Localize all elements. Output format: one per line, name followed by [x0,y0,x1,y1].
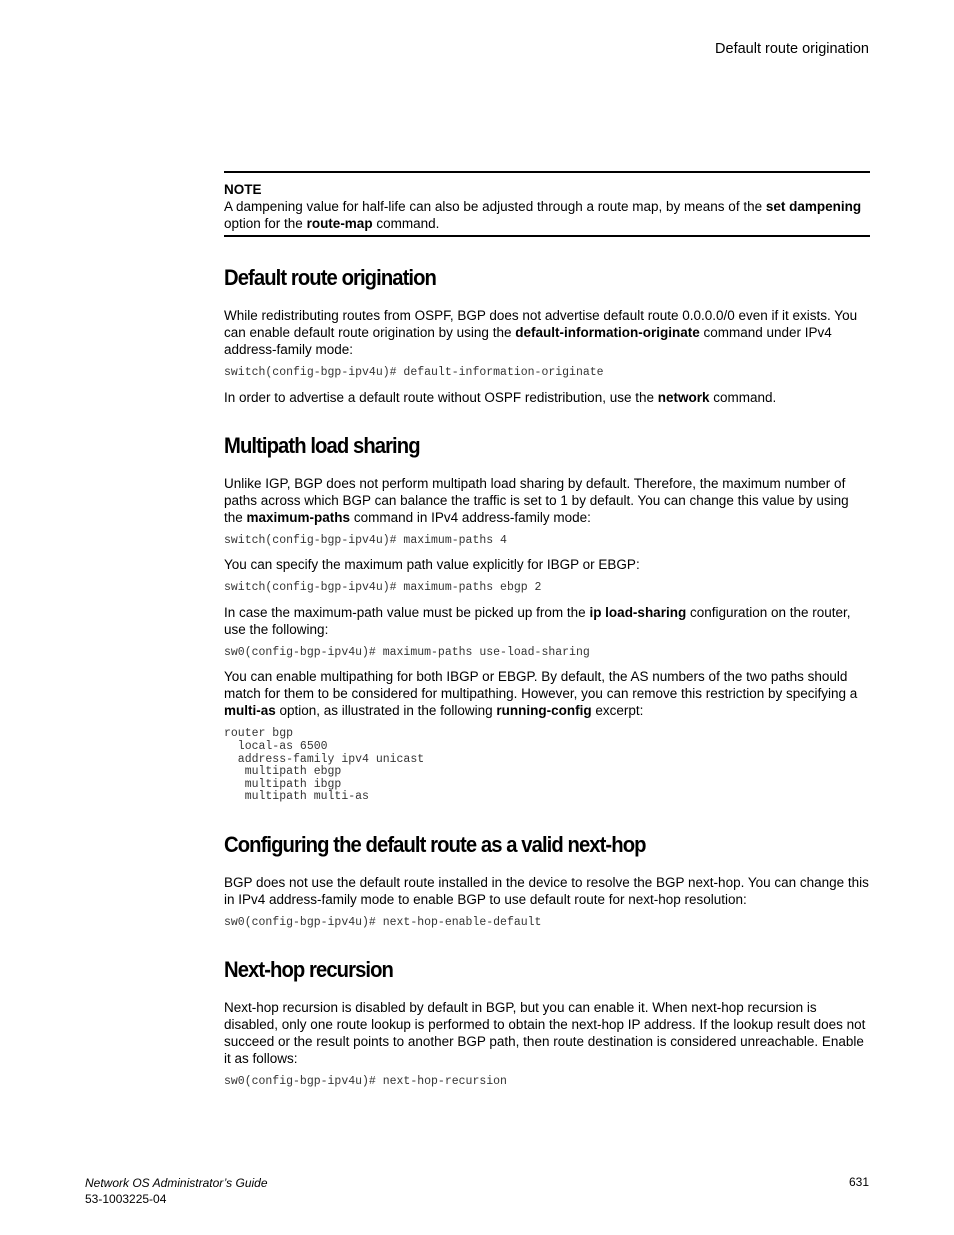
footer-doc-title: Network OS Administrator’s Guide [85,1176,268,1190]
section-heading: Multipath load sharing [224,432,420,458]
paragraph: You can enable multipathing for both IBGP or EBGP. By default, the AS numbers of the two paths should match for them to be considered for multipathing. However, you can remove this restriction by specifying a multi-as option, as illustrated in the following running-config excerpt: [224,669,858,719]
section-heading: Configuring the default route as a valid next-hop [224,831,646,857]
section-default-route-next-hop [224,832,870,930]
paragraph: Next-hop recursion is disabled by default in BGP, but you can enable it. When next-hop recursion is disabled, only one route lookup is performed to obtain the next-hop IP address. If the lookup result does not succeed or the result points to another BGP path, then route destination is considered unreachable. Enable it as follows: [224,999,866,1066]
page-number: 631 [848,1175,869,1189]
running-header: Default route origination [715,41,869,57]
paragraph: In order to advertise a default route without OSPF redistribution, use the network command. [224,389,777,405]
section-next-hop-recursion [224,957,870,1089]
footer-doc-info [85,1175,268,1207]
note-text: A dampening value for half-life can also be adjusted through a route map, by means of the set dampening option for the route-map command. [224,199,862,231]
code-block: sw0(config-bgp-ipv4u)# maximum-paths use-load-sharing [224,645,590,659]
paragraph: While redistributing routes from OSPF, BGP does not advertise default route 0.0.0.0/0 even if it exists. You can enable default route origination by using the default-information-originate command under IPv4 address-family mode: [224,308,858,357]
footer-doc-number: 53-1003225-04 [85,1192,167,1206]
section-multipath-load-sharing [224,433,870,804]
note-label: NOTE [224,182,262,197]
code-block: sw0(config-bgp-ipv4u)# next-hop-enable-default [224,915,542,929]
note-box [224,171,870,237]
paragraph: Unlike IGP, BGP does not perform multipath load sharing by default. Therefore, the maximum number of paths across which BGP can balance the traffic is set to 1 by default. You can change this value by using the maximum-paths command in IPv4 address-family mode: [224,475,849,525]
paragraph: In case the maximum-path value must be picked up from the ip load-sharing configuration on the router, use the following: [224,604,851,637]
code-block: switch(config-bgp-ipv4u)# maximum-paths ebgp 2 [224,581,542,595]
code-block: sw0(config-bgp-ipv4u)# next-hop-recursion [224,1074,507,1088]
section-default-route-origination [224,265,870,406]
page-content [224,171,870,1088]
paragraph: You can specify the maximum path value explicitly for IBGP or EBGP: [224,557,640,573]
code-block: router bgp local-as 6500 address-family ipv4 unicast multipath ebgp multipath ibgp multipath multi-as [224,727,425,804]
paragraph: BGP does not use the default route installed in the device to resolve the BGP next-hop. You can change this in IPv4 address-family mode to enable BGP to use default route for next-hop resolution: [224,874,869,907]
section-heading: Default route origination [224,265,437,290]
section-heading: Next-hop recursion [224,956,394,982]
code-block: switch(config-bgp-ipv4u)# default-information-originate [224,366,604,379]
code-block: switch(config-bgp-ipv4u)# maximum-paths 4 [224,533,507,547]
